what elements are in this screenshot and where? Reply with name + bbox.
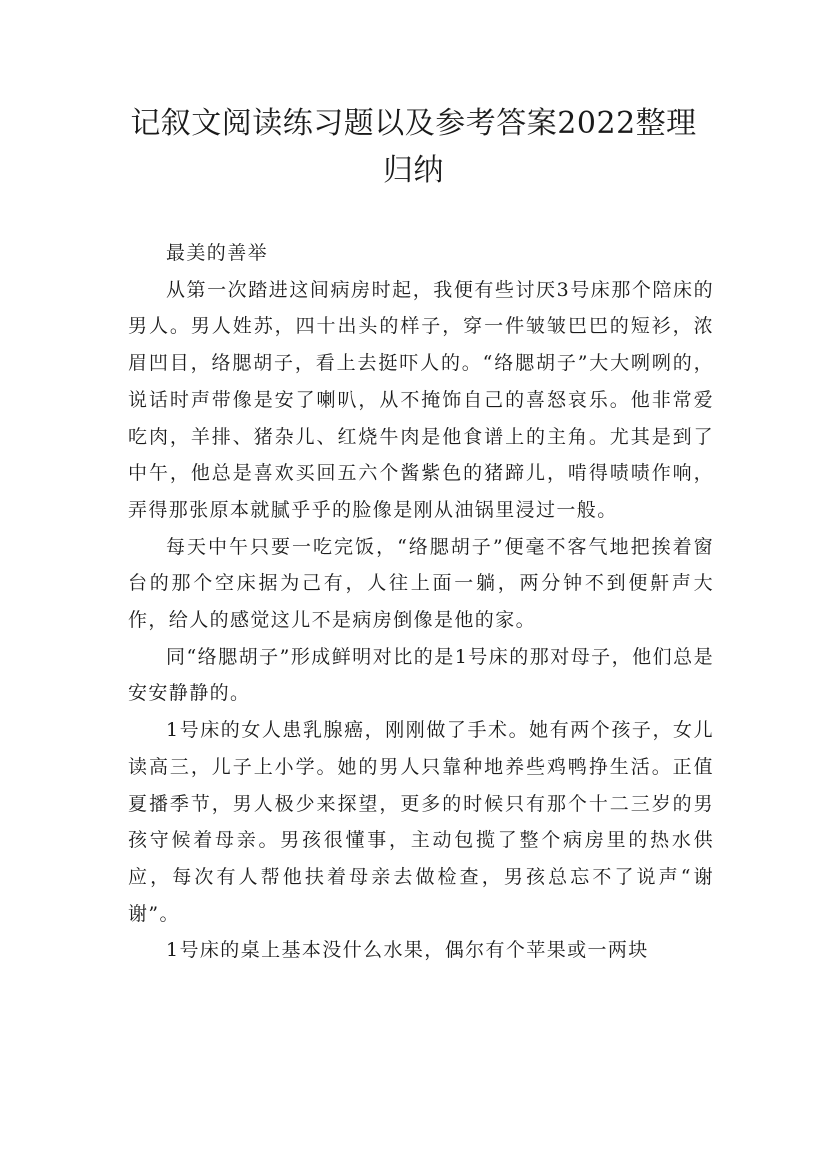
document-body xyxy=(128,235,714,969)
paragraph: 每天中午只要一吃完饭，“络腮胡子”便毫不客气地把挨着窗台的那个空床据为己有，人往上面一躺，两分钟不到便鼾声大作，给人的感觉这儿不是病房倒像是他的家。 xyxy=(128,535,714,632)
document-title xyxy=(110,100,717,194)
paragraph: 从第一次踏进这间病房时起，我便有些讨厌3号床那个陪床的男人。男人姓苏，四十出头的样子，穿一件皱皱巴巴的短衫，浓眉凹目，络腮胡子，看上去挺吓人的。“络腮胡子”大大咧咧的，说话时声带像是安了喇叭，从不掩饰自己的喜怒哀乐。他非常爱吃肉，羊排、猪杂儿、红烧牛肉是他食谱上的主角。尤其是到了中午，他总是喜欢买回五六个酱紫色的猪蹄儿，啃得啧啧作响，弄得那张原本就腻乎乎的脸像是刚从油锅里浸过一般。 xyxy=(128,278,714,521)
paragraph: 同“络腮胡子”形成鲜明对比的是1号床的那对母子，他们总是安安静静的。 xyxy=(128,645,714,705)
paragraph: 1号床的桌上基本没什么水果，偶尔有个苹果或一两块 xyxy=(166,939,649,962)
paragraph: 1号床的女人患乳腺癌，刚刚做了手术。她有两个孩子，女儿读高三，儿子上小学。她的男人只靠种地养些鸡鸭挣生活。正值夏播季节，男人极少来探望，更多的时候只有那个十二三岁的男孩守候着母亲。男孩很懂事，主动包揽了整个病房里的热水供应，每次有人帮他扶着母亲去做检查，男孩总忘不了说声“谢谢”。 xyxy=(128,719,714,925)
section-heading: 最美的善举 xyxy=(166,242,269,264)
title-line-1: 记叙文阅读练习题以及参考答案2022整理 xyxy=(130,106,697,141)
title-line-2: 归纳 xyxy=(383,153,444,188)
